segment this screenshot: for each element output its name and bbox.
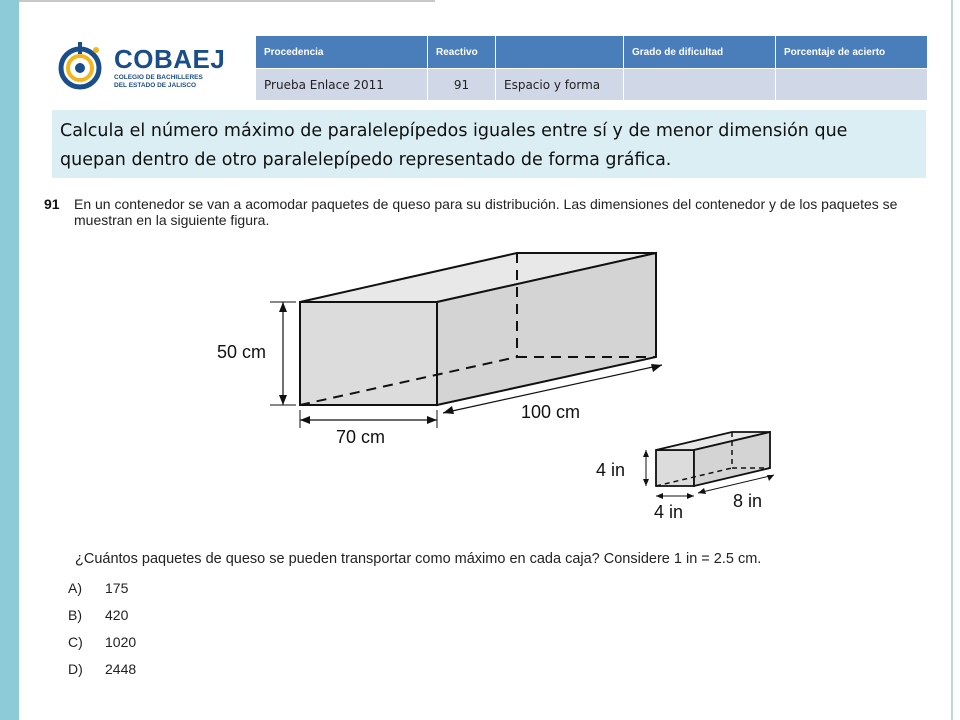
container-box — [270, 253, 662, 428]
option-b[interactable] — [68, 607, 128, 623]
option-c[interactable] — [68, 634, 136, 650]
package-length-label: 8 in — [733, 491, 763, 511]
logo-subtitle-line1: COLEGIO DE BACHILLERES — [114, 74, 203, 81]
container-length-label: 100 cm — [521, 402, 581, 422]
problem-number: 91 — [44, 196, 60, 212]
problem-text: En un contenedor se van a acomodar paquetes de queso para su distribución. Las dimensiones del contenedor y de los paquetes se muestran en la siguiente figura. — [74, 196, 898, 228]
logo-subtitle-line2: DEL ESTADO DE JALISCO — [114, 82, 197, 89]
package-height-label: 4 in — [596, 460, 626, 480]
header-procedencia: Procedencia — [256, 36, 428, 69]
option-c-letter: C) — [68, 634, 83, 650]
option-d-value: 2448 — [105, 661, 137, 677]
container-height-label: 50 cm — [217, 342, 267, 362]
option-a[interactable] — [68, 580, 128, 596]
header-grado-dificultad: Grado de dificultad — [624, 36, 776, 69]
header-reactivo: Reactivo — [428, 36, 496, 69]
package-width-label: 4 in — [654, 502, 684, 522]
container-width-label: 70 cm — [336, 427, 386, 447]
logo-name: COBAEJ — [114, 44, 226, 74]
option-a-value: 175 — [105, 580, 129, 596]
option-b-value: 420 — [105, 607, 129, 623]
option-c-value: 1020 — [105, 634, 137, 650]
question-text: ¿Cuántos paquetes de queso se pueden transportar como máximo en cada caja? Considere 1 in = 2.5 cm. — [75, 551, 762, 567]
option-a-letter: A) — [68, 580, 82, 596]
instruction-box: Calcula el número máximo de paralelepípedos iguales entre sí y de menor dimensión que quepan dentro de otro paralelepípedo representado de forma gráfica. — [52, 110, 926, 178]
cell-reactivo: 91 — [428, 69, 496, 101]
cell-procedencia: Prueba Enlace 2011 — [256, 69, 428, 101]
option-d[interactable] — [68, 661, 136, 677]
header-porcentaje-acierto: Porcentaje de acierto — [776, 36, 928, 69]
option-d-letter: D) — [68, 661, 83, 677]
package-box — [643, 432, 774, 499]
cell-tema: Espacio y forma — [496, 69, 624, 101]
option-b-letter: B) — [68, 607, 82, 623]
